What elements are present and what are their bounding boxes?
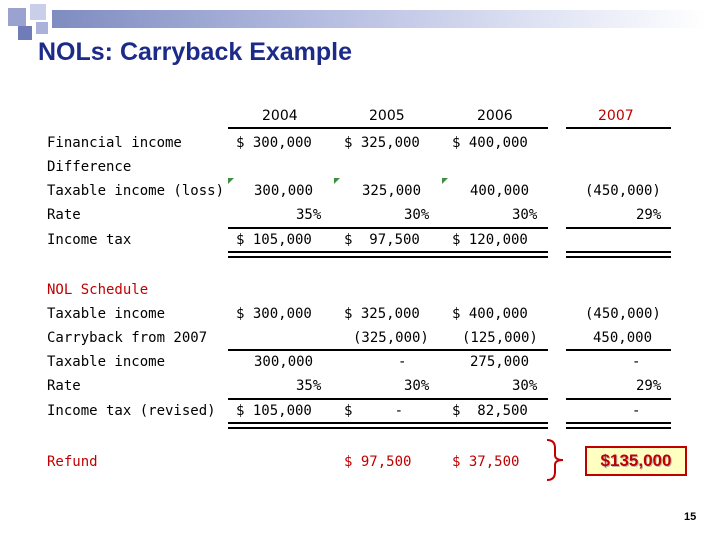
curly-brace-icon xyxy=(543,438,569,482)
value-income-tax-2005: $ 97,500 xyxy=(344,232,420,248)
rate-underline xyxy=(228,227,548,229)
comment-marker-icon xyxy=(228,178,234,184)
nol-schedule-heading: NOL Schedule xyxy=(47,282,149,298)
value-taxable-2005: 325,000 xyxy=(362,183,422,199)
comment-marker-icon xyxy=(334,178,340,184)
refund-total-box: $135,000 xyxy=(585,446,687,476)
value-rev-tax-2007: - xyxy=(632,403,641,419)
income-tax-double-underline-2007 xyxy=(566,251,671,258)
value-refund-2006: $ 37,500 xyxy=(452,454,520,470)
row-label-schedule-rate: Rate xyxy=(47,378,81,394)
corner-square-4 xyxy=(36,22,48,34)
value-rev-taxable-2004: 300,000 xyxy=(254,354,314,370)
value-taxable-2006: 400,000 xyxy=(470,183,530,199)
year-header-2007: 2007 xyxy=(598,108,634,124)
value-rev-tax-2006: $ 82,500 xyxy=(452,403,528,419)
value-carryback-2007: 450,000 xyxy=(593,330,653,346)
header-underline-2007 xyxy=(566,127,671,129)
corner-square-3 xyxy=(18,26,32,40)
row-label-financial-income: Financial income xyxy=(47,135,182,151)
page-number: 15 xyxy=(684,511,697,523)
schedule-rate-underline-2007 xyxy=(566,398,671,400)
row-label-rate: Rate xyxy=(47,207,81,223)
value-sched-rate-2007: 29% xyxy=(636,378,662,394)
value-rate-2004: 35% xyxy=(296,207,322,223)
row-label-carryback: Carryback from 2007 xyxy=(47,330,208,346)
value-financial-2005: $ 325,000 xyxy=(344,135,420,151)
value-taxable-2007: (450,000) xyxy=(585,183,661,199)
year-header-2005: 2005 xyxy=(369,108,405,124)
value-rev-tax-2004: $ 105,000 xyxy=(236,403,312,419)
carryback-underline-2007 xyxy=(566,349,671,351)
row-label-taxable-income-loss: Taxable income (loss) xyxy=(47,183,225,199)
value-income-tax-2006: $ 120,000 xyxy=(452,232,528,248)
corner-square-1 xyxy=(8,8,26,26)
year-header-2006: 2006 xyxy=(477,108,513,124)
row-label-difference: Difference xyxy=(47,159,132,175)
corner-square-2 xyxy=(30,4,46,20)
row-label-income-tax: Income tax xyxy=(47,232,132,248)
year-header-2004: 2004 xyxy=(262,108,298,124)
value-sched-rate-2004: 35% xyxy=(296,378,322,394)
carryback-underline xyxy=(228,349,548,351)
row-label-refund: Refund xyxy=(47,454,98,470)
value-financial-2004: $ 300,000 xyxy=(236,135,312,151)
value-sched-rate-2005: 30% xyxy=(404,378,430,394)
revised-tax-double-underline-2007 xyxy=(566,422,671,429)
value-sched-taxable-2004: $ 300,000 xyxy=(236,306,312,322)
row-label-income-tax-revised: Income tax (revised) xyxy=(47,403,216,419)
value-rate-2006: 30% xyxy=(512,207,538,223)
value-rev-tax-2005: $ - xyxy=(344,403,404,419)
header-bar xyxy=(52,10,707,28)
rate-underline-2007 xyxy=(566,227,671,229)
value-sched-taxable-2006: $ 400,000 xyxy=(452,306,528,322)
value-carryback-2005: (325,000) xyxy=(353,330,429,346)
value-carryback-2006: (125,000) xyxy=(462,330,538,346)
comment-marker-icon xyxy=(442,178,448,184)
revised-tax-double-underline xyxy=(228,422,548,429)
income-tax-double-underline xyxy=(228,251,548,258)
value-sched-rate-2006: 30% xyxy=(512,378,538,394)
row-label-revised-taxable-income: Taxable income xyxy=(47,354,166,370)
value-sched-taxable-2007: (450,000) xyxy=(585,306,661,322)
row-label-schedule-taxable-income: Taxable income xyxy=(47,306,166,322)
value-sched-taxable-2005: $ 325,000 xyxy=(344,306,420,322)
value-rev-taxable-2007: - xyxy=(632,354,641,370)
value-taxable-2004: 300,000 xyxy=(254,183,314,199)
value-rate-2007: 29% xyxy=(636,207,662,223)
value-rev-taxable-2006: 275,000 xyxy=(470,354,530,370)
value-rev-taxable-2005: - xyxy=(398,354,407,370)
value-financial-2006: $ 400,000 xyxy=(452,135,528,151)
schedule-rate-underline xyxy=(228,398,548,400)
value-refund-2005: $ 97,500 xyxy=(344,454,412,470)
slide-title: NOLs: Carryback Example xyxy=(38,38,353,66)
value-income-tax-2004: $ 105,000 xyxy=(236,232,312,248)
header-underline xyxy=(228,127,548,129)
value-rate-2005: 30% xyxy=(404,207,430,223)
